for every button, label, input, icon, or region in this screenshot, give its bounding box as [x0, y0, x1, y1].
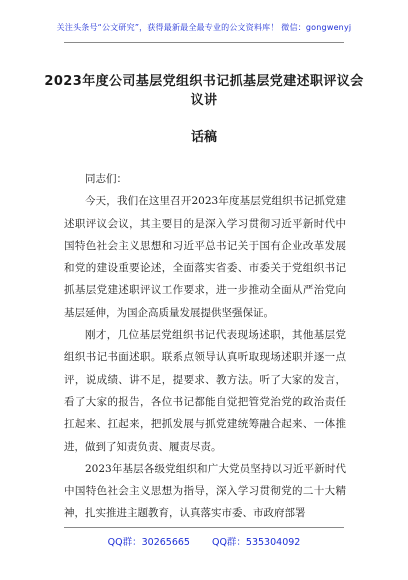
- footer-qq-group-1: QQ群：30265665: [107, 537, 190, 548]
- header-banner: 关注头条号“公文研究”，获得最新最全最专业的公文资料库！ 微信：gongwenyj: [56, 23, 352, 32]
- footer: [0, 534, 408, 548]
- paragraph: 2023年基层各级党组织和广大党员坚持以习近平新时代中国特色社会主义思想为指导，深入学习贯彻党的二十大精神，扎实推进主题教育，认真落实市委、市政府部署: [64, 462, 346, 520]
- paragraph: 刚才，几位基层党组织书记代表现场述职，其他基层党组织书记书面述职。联系点领导认真听取现场述职并逐一点评，说成绩、讲不足，提要求、教方法。听了大家的发言，看了大家的报告，各位书记都能自觉把管党治党的政治责任扛起来、扛起来，把抓发展与抓党建统筹融合起来、一体推进，做到了知责负责、履责尽责。: [64, 329, 346, 453]
- paragraph: 今天，我们在这里召开2023年度基层党组织书记抓党建述职评议会议，其主要目的是深入学习贯彻习近平新时代中国特色社会主义思想和习近平总书记关于国有企业改革发展和党的建设重要论述，全面落实省委、市委关于党组织书记抓基层党建述职评议工作要求，进一步推动全面从严治党向基层延伸，为国企高质量发展提供坚强保证。: [64, 195, 346, 319]
- document-body: [64, 168, 346, 525]
- footer-qq-group-2: QQ群：535304092: [211, 537, 301, 548]
- header-divider: [64, 42, 344, 43]
- salutation: 同志们：: [85, 173, 127, 185]
- document-subtitle: 话稿: [190, 130, 217, 145]
- document-title: 2023年度公司基层党组织书记抓基层党建述职评议会议讲: [44, 74, 364, 108]
- footer-divider: [64, 527, 344, 528]
